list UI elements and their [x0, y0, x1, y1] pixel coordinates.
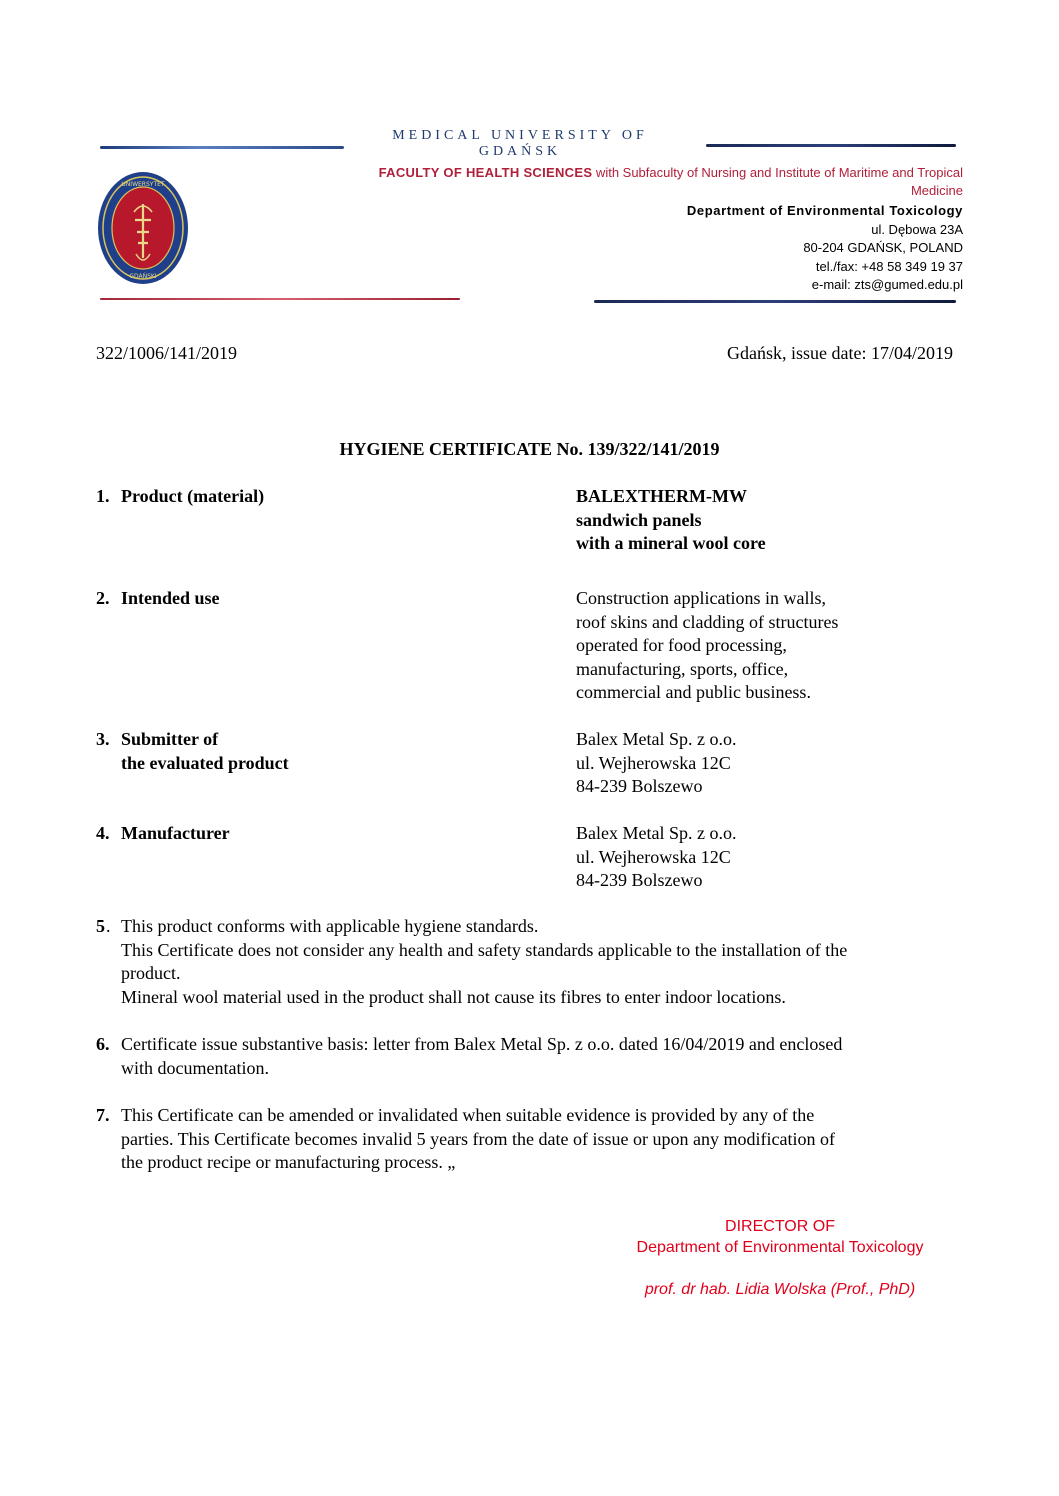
- item-1-value: [576, 485, 766, 556]
- university-name-line1: MEDICAL UNIVERSITY OF: [392, 128, 648, 143]
- paragraph-7: [96, 1104, 966, 1175]
- item-value-line: commercial and public business.: [576, 682, 811, 702]
- paragraph-line: This Certificate can be amended or invalidated when suitable evidence is provided by any of the: [121, 1105, 815, 1125]
- item-value-line: Balex Metal Sp. z o.o.: [576, 823, 737, 843]
- svg-text:GDAŃSKI: GDAŃSKI: [129, 273, 157, 280]
- reference-number: 322/1006/141/2019: [96, 343, 238, 363]
- item-value-line: 84-239 Bolszewo: [576, 870, 703, 890]
- header-rule-top-right: [706, 144, 956, 147]
- paragraph-line: parties. This Certificate becomes invalid 5 years from the date of issue or upon any modification of: [121, 1128, 835, 1149]
- header-rule-bottom-left: [100, 298, 460, 300]
- department-name: Department of Environmental Toxicology: [686, 203, 963, 218]
- issue-date: Gdańsk, issue date: 17/04/2019: [727, 343, 953, 363]
- university-name-line2: GDAŃSK: [478, 144, 562, 159]
- university-name: [340, 128, 700, 160]
- email: e-mail: zts@gumed.edu.pl: [811, 277, 963, 292]
- item-label-text: Intended use: [121, 588, 220, 608]
- item-3-value: [576, 728, 736, 799]
- item-2-value: [576, 587, 838, 705]
- paragraph-line: This product conforms with applicable hygiene standards.: [121, 916, 539, 936]
- signature-name: prof. dr hab. Lidia Wolska (Prof., PhD): [644, 1281, 916, 1298]
- item-label-text: Manufacturer: [121, 823, 230, 843]
- item-number: 4.: [96, 823, 110, 843]
- paragraph-line: Mineral wool material used in the product shall not cause its fibres to enter indoor locations.: [121, 986, 786, 1007]
- item-4-value: [576, 822, 736, 893]
- item-value-line: ul. Wejherowska 12C: [576, 846, 731, 867]
- item-value-line: Balex Metal Sp. z o.o.: [576, 729, 737, 749]
- item-value-line: roof skins and cladding of structures: [576, 611, 839, 632]
- paragraph-number: 6.: [96, 1034, 110, 1054]
- item-label-text: Submitter of: [121, 729, 219, 749]
- item-value-line: operated for food processing,: [576, 635, 787, 655]
- faculty-name-rest: with Subfaculty of Nursing and Institute of Maritime and Tropical: [592, 165, 963, 180]
- item-value-line: manufacturing, sports, office,: [576, 658, 789, 679]
- department-contact: [687, 202, 963, 295]
- item-2-label: [96, 587, 220, 611]
- item-label-text: Product (material): [121, 486, 265, 506]
- item-value-line: BALEXTHERM-MW: [576, 486, 747, 506]
- signature-block: [560, 1216, 1000, 1300]
- phone-fax: tel./fax: +48 58 349 19 37: [815, 258, 963, 274]
- item-4-label: [96, 822, 230, 846]
- paragraph-5: 5 . This product conforms with applicable hygiene standards. This Certificate does not consider any health and safety standards applicable to the installation of the product. Mineral wool material used in the product shall not cause its fibres to enter indoor locations.: [96, 915, 966, 1009]
- certificate-title: HYGIENE CERTIFICATE No. 139/322/141/2019: [339, 439, 720, 459]
- item-label-text: the evaluated product: [121, 752, 289, 773]
- item-number: 2.: [96, 588, 110, 608]
- paragraph-line: with documentation.: [121, 1057, 269, 1078]
- item-3-label: [96, 728, 289, 775]
- item-value-line: ul. Wejherowska 12C: [576, 752, 731, 773]
- faculty-name-line2: Medicine: [910, 183, 963, 198]
- address-city: 80-204 GDAŃSK, POLAND: [803, 240, 963, 255]
- header-rule-top-left: [100, 146, 344, 149]
- paragraph-line: This Certificate does not consider any health and safety standards applicable to the installation of the: [121, 939, 848, 960]
- header-rule-bottom-right: [594, 300, 956, 303]
- signature-department: Department of Environmental Toxicology: [636, 1239, 924, 1256]
- svg-text:UNIWERSYTET: UNIWERSYTET: [121, 181, 165, 188]
- item-number: 3.: [96, 729, 110, 749]
- item-value-line: with a mineral wool core: [576, 533, 766, 553]
- faculty-name-bold: FACULTY OF HEALTH SCIENCES: [378, 165, 593, 180]
- paragraph-line: product.: [121, 963, 181, 983]
- item-value-line: 84-239 Bolszewo: [576, 776, 703, 796]
- paragraph-6: [96, 1033, 966, 1080]
- paragraph-line: Certificate issue substantive basis: letter from Balex Metal Sp. z o.o. dated 16/04/2019 and enclosed: [121, 1034, 843, 1054]
- item-value-line: sandwich panels: [576, 509, 702, 530]
- address-street: ul. Dębowa 23A: [871, 221, 963, 237]
- paragraph-number: 7.: [96, 1105, 110, 1125]
- item-value-line: Construction applications in walls,: [576, 588, 826, 608]
- signature-title: DIRECTOR OF: [725, 1218, 835, 1235]
- item-1-label: [96, 485, 264, 509]
- item-number: 1.: [96, 486, 110, 506]
- paragraph-line: the product recipe or manufacturing process. „: [121, 1152, 456, 1172]
- paragraph-number: 5: [96, 916, 105, 936]
- university-seal-icon: [96, 170, 190, 286]
- faculty-name: [343, 164, 963, 200]
